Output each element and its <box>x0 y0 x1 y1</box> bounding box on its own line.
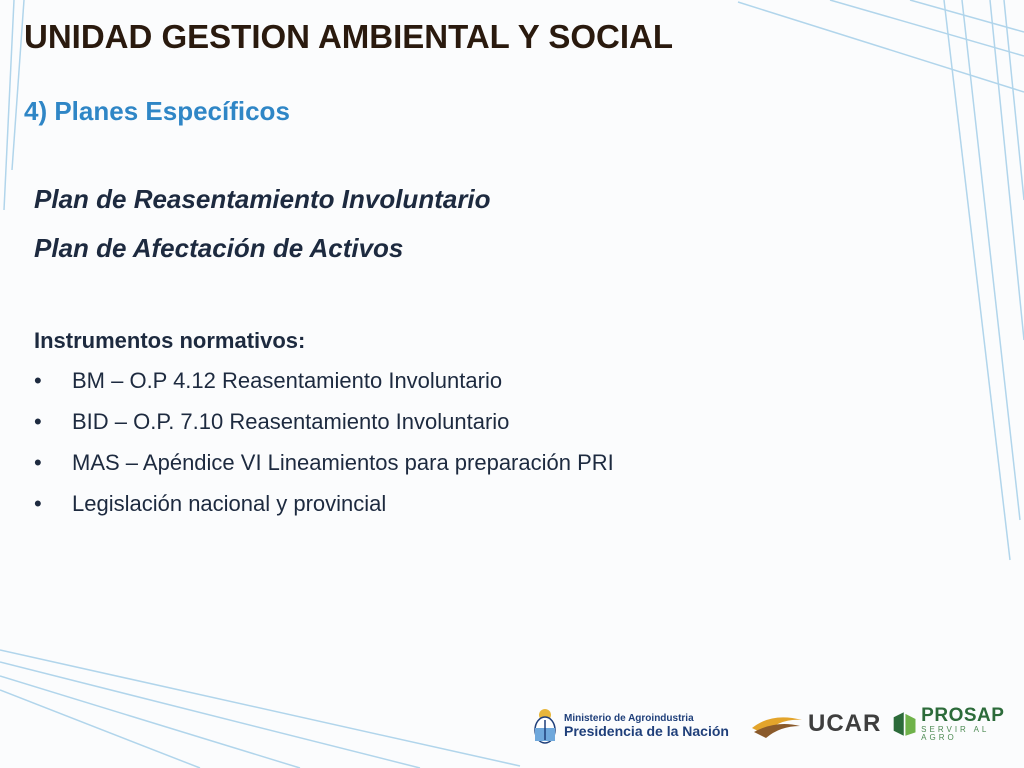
list-item <box>34 368 614 409</box>
list-item-text: BID – O.P. 7.10 Reasentamiento Involuntario <box>72 409 510 434</box>
footer-logos <box>532 700 1012 756</box>
instruments-list <box>34 368 614 532</box>
list-item <box>34 491 614 532</box>
list-item-text: BM – O.P 4.12 Reasentamiento Involuntario <box>72 368 503 393</box>
argentina-coat-of-arms-icon <box>532 706 558 746</box>
plan-item-reasentamiento: Plan de Reasentamiento Involuntario <box>34 184 491 214</box>
prosap-logo <box>892 706 1012 743</box>
list-item-text: Legislación nacional y provincial <box>72 491 387 516</box>
prosap-name: PROSAP <box>921 705 1005 726</box>
ucar-name: UCAR <box>808 710 882 737</box>
ministry-logo <box>532 706 729 746</box>
prosap-leaf-icon <box>892 708 917 740</box>
list-item <box>34 409 614 450</box>
ministry-line2: Presidencia de la Nación <box>564 722 729 739</box>
plan-item-afectacion: Plan de Afectación de Activos <box>34 233 404 263</box>
bullet-icon: • <box>34 409 42 434</box>
list-item <box>34 450 614 491</box>
prosap-text <box>921 706 1012 743</box>
bullet-icon: • <box>34 368 42 393</box>
bullet-icon: • <box>34 491 42 516</box>
ucar-logo <box>750 708 881 740</box>
ministry-line1: Ministerio de Agroindustria <box>564 712 694 724</box>
prosap-tagline: SERVIR AL AGRO <box>921 724 990 743</box>
bullet-icon: • <box>34 450 42 475</box>
instruments-heading: Instrumentos normativos: <box>34 328 306 353</box>
ucar-swoosh-icon <box>750 708 804 740</box>
ministry-text <box>564 713 729 739</box>
slide-subtitle: 4) Planes Específicos <box>24 96 290 126</box>
list-item-text: MAS – Apéndice VI Lineamientos para preparación PRI <box>72 450 614 475</box>
slide-title: UNIDAD GESTION AMBIENTAL Y SOCIAL <box>24 18 674 55</box>
